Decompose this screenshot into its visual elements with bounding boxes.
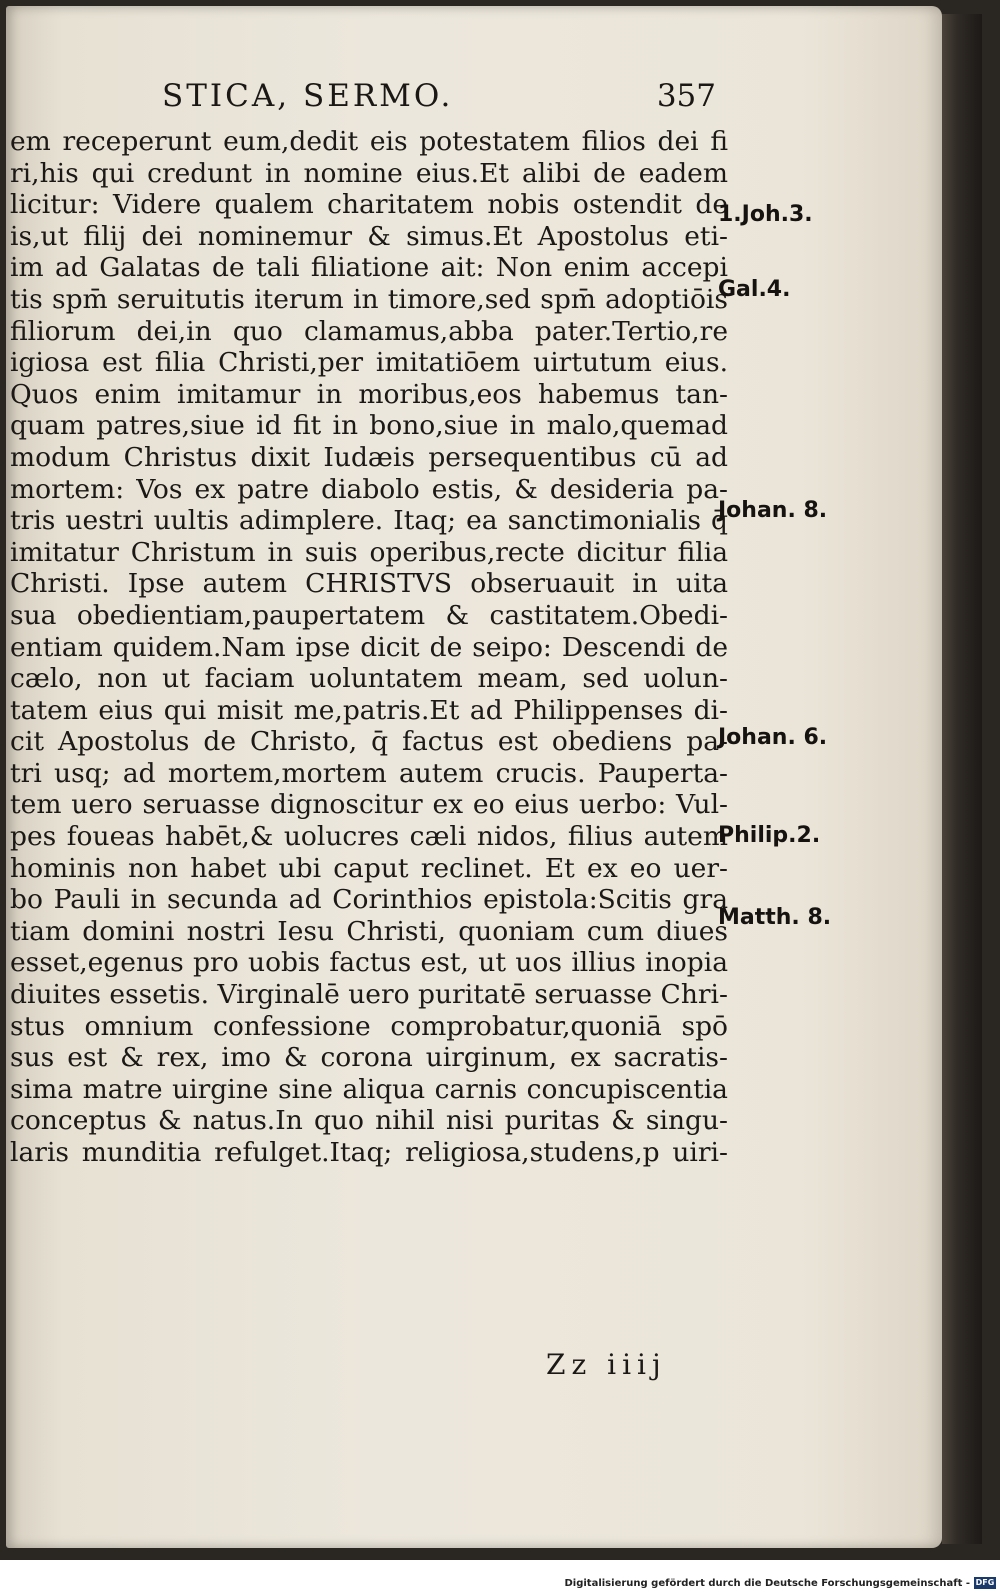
text-line: tiam domini nostri Iesu Christi, quoniam cum diues (10, 915, 728, 947)
text-line: tris uestri uultis adimplere. Itaq; ea sanctimonialis q̄ (10, 505, 728, 537)
text-line: cit Apostolus de Christo, q̄ factus est obediens pa- (10, 726, 728, 758)
text-line: mortem: Vos ex patre diabolo estis, & desideria pa- (10, 473, 728, 505)
text-line: cælo, non ut faciam uoluntatem meam, sed uolun- (10, 663, 728, 695)
text-line: filiorum dei,in quo clamamus,abba pater.Tertio,re (10, 315, 728, 347)
margin-note: Johan. 6. (718, 725, 828, 750)
text-line: entiam quidem.Nam ipse dicit de seipo: Descendi de (10, 631, 728, 663)
text-line: pes foueas habēt,& uolucres cæli nidos, filius autem (10, 821, 728, 853)
text-line: Christi. Ipse autem CHRISTVS obseruauit in uita (10, 568, 728, 600)
text-line: tatem eius qui misit me,patris.Et ad Philippenses di- (10, 694, 728, 726)
signature-mark: Zz iiij (546, 1348, 667, 1381)
page-header (156, 78, 716, 118)
text-line: igiosa est filia Christi,per imitatiōem uirtutum eius. (10, 347, 728, 379)
body-text (10, 126, 728, 1169)
text-line: tis spm̄ seruitutis iterum in timore,sed spm̄ adoptiōis (10, 283, 728, 315)
text-line: em receperunt eum,dedit eis potestatem filios dei fi (10, 126, 728, 157)
text-line: tem uero seruasse dignoscitur ex eo eius uerbo: Vul- (10, 789, 728, 821)
margin-note: Gal.4. (718, 277, 791, 302)
running-head: STICA, SERMO. (162, 78, 454, 114)
text-line: ri,his qui credunt in nomine eius.Et alibi de eadem (10, 157, 728, 189)
text-line: Quos enim imitamur in moribus,eos habemus tan- (10, 378, 728, 410)
text-line: diuites essetis. Virginalē uero puritatē seruasse Chri- (10, 979, 728, 1011)
text-line: quam patres,siue id fit in bono,siue in malo,quemad (10, 410, 728, 442)
text-line: im ad Galatas de tali filiatione ait: Non enim accepi (10, 252, 728, 284)
funding-credit: Digitalisierung gefördert durch die Deutsche Forschungsgemeinschaft - (564, 1578, 970, 1589)
text-line: laris munditia refulget.Itaq; religiosa,studens,p uiri- (10, 1137, 728, 1168)
margin-note: 1.Joh.3. (718, 202, 813, 227)
text-line: sima matre uirgine sine aliqua carnis concupiscentia (10, 1073, 728, 1105)
text-line: licitur: Videre qualem charitatem nobis ostendit de (10, 189, 728, 221)
text-line: esset,egenus pro uobis factus est, ut uos illius inopia (10, 947, 728, 979)
text-line: modum Christus dixit Iudæis persequentibus cū ad (10, 441, 728, 473)
text-line: is,ut filij dei nominemur & simus.Et Apostolus eti- (10, 220, 728, 252)
page-number: 357 (656, 78, 716, 114)
text-line: hominis non habet ubi caput reclinet. Et ex eo uer- (10, 852, 728, 884)
margin-note: Johan. 8. (718, 498, 828, 523)
book-page (6, 6, 942, 1548)
page-edge (942, 14, 982, 1544)
text-line: sua obedientiam,paupertatem & castitatem.Obedi- (10, 599, 728, 631)
dfg-logo: DFG (975, 1578, 995, 1587)
text-line: stus omnium confessione comprobatur,quoniā spō (10, 1010, 728, 1042)
text-line: tri usq; ad mortem,mortem autem crucis. Pauperta- (10, 757, 728, 789)
text-line: imitatur Christum in suis operibus,recte dicitur filia (10, 536, 728, 568)
margin-note: Philip.2. (718, 823, 821, 848)
text-line: sus est & rex, imo & corona uirginum, ex sacratis- (10, 1042, 728, 1074)
text-line: bo Pauli in secunda ad Corinthios epistola:Scitis gra (10, 884, 728, 916)
text-line: conceptus & natus.In quo nihil nisi puritas & singu- (10, 1105, 728, 1137)
margin-note: Matth. 8. (718, 905, 832, 930)
